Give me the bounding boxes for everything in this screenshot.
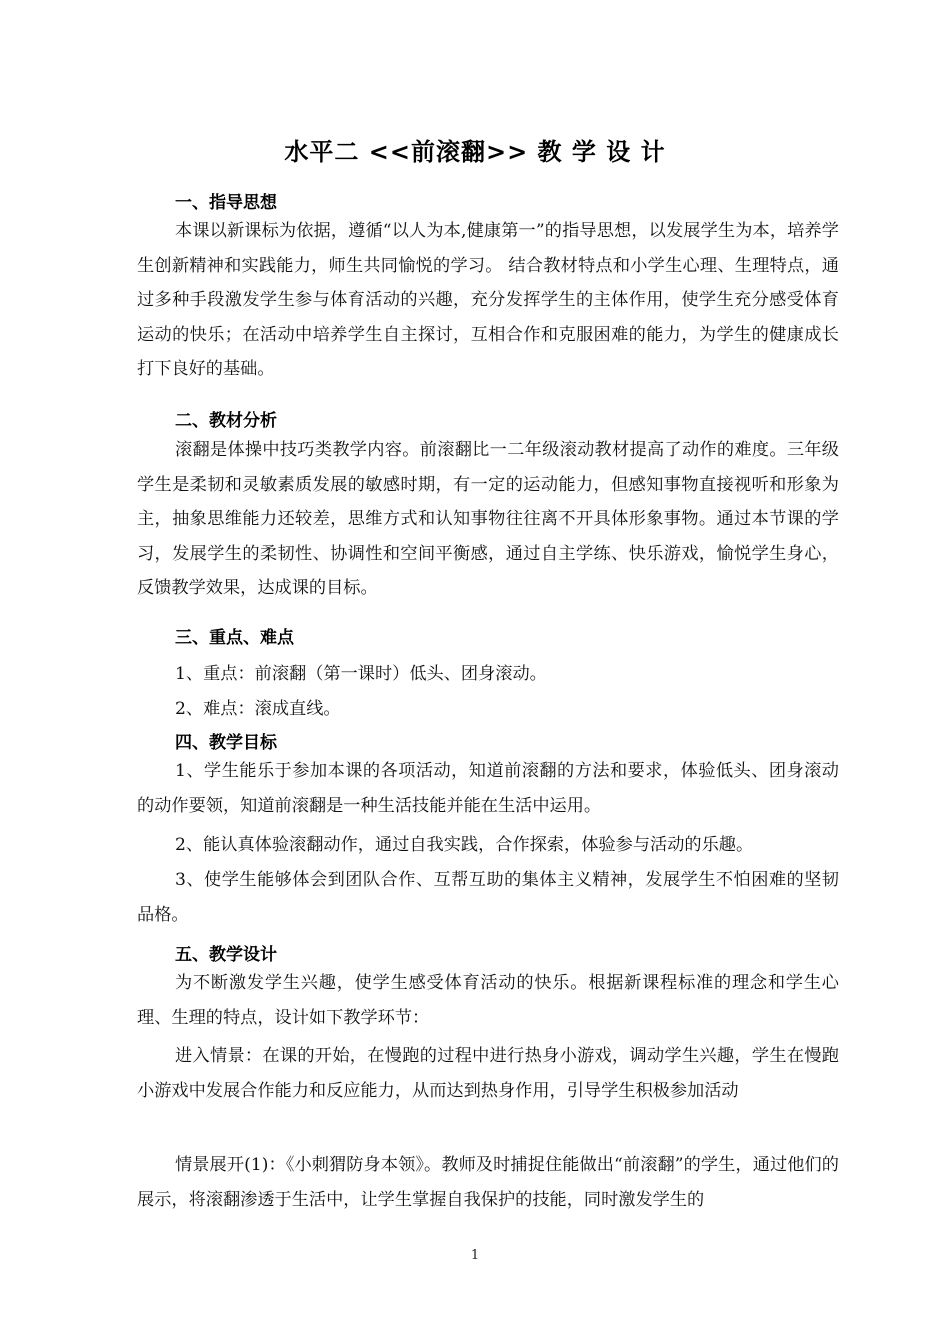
page-title: 水平二 <<前滚翻>> 教 学 设 计 [284,138,666,166]
difficulty-item: 2、难点：滚成直线。 [175,699,341,719]
teaching-design-enter-scene: 进入情景：在课的开始，在慢跑的过程中进行热身小游戏，调动学生兴趣，学生在慢跑小游戏中发展合作能力和反应能力，从而达到热身作用，引导学生积极参加活动 [137,1046,839,1101]
teaching-design-expand-scene: 情景展开(1)：《小刺猬防身本领》。教师及时捕捉住能做出“前滚翻”的学生，通过他们的展示，将滚翻渗透于生活中，让学生掌握自我保护的技能，同时激发学生的 [137,1155,839,1210]
page-number: 1 [470,1248,480,1263]
teaching-design-intro: 为不断激发学生兴趣，使学生感受体育活动的快乐。根据新课程标准的理念和学生心理、生理的特点，设计如下教学环节： [137,973,839,1028]
section-heading-teaching-goals: 四、教学目标 [175,733,277,753]
section-heading-material-analysis: 二、教材分析 [175,411,277,431]
section-heading-guiding-thought: 一、指导思想 [175,193,277,213]
paragraph-material-analysis: 滚翻是体操中技巧类教学内容。前滚翻比一二年级滚动教材提高了动作的难度。三年级学生是柔韧和灵敏素质发展的敏感时期，有一定的运动能力，但感知事物直接视听和形象为主，抽象思维能力还较差，思维方式和认知事物往往离不开具体形象事物。通过本节课的学习，发展学生的柔韧性、协调性和空间平衡感，通过自主学练、快乐游戏，愉悦学生身心，反馈教学效果，达成课的目标。 [137,440,839,598]
teaching-goal-2: 2、能认真体验滚翻动作，通过自我实践，合作探索，体验参与活动的乐趣。 [175,835,754,855]
section-heading-teaching-design: 五、教学设计 [175,945,277,965]
section-heading-key-points: 三、重点、难点 [175,628,294,648]
teaching-goal-3: 3、使学生能够体会到团队合作、互帮互助的集体主义精神，发展学生不怕困难的坚韧品格。 [137,870,839,925]
paragraph-guiding-thought: 本课以新课标为依据，遵循“以人为本,健康第一”的指导思想，以发展学生为本，培养学生创新精神和实践能力，师生共同愉悦的学习。 结合教材特点和小学生心理、生理特点，通过多种手段激发学生参与体育活动的兴趣，充分发挥学生的主体作用，使学生充分感受体育运动的快乐；在活动中培养学生自主探讨，互相合作和克服困难的能力，为学生的健康成长打下良好的基础。 [137,221,839,379]
key-point-item: 1、重点：前滚翻（第一课时）低头、团身滚动。 [175,664,547,684]
teaching-goal-1: 1、学生能乐于参加本课的各项活动，知道前滚翻的方法和要求，体验低头、团身滚动的动作要领，知道前滚翻是一种生活技能并能在生活中运用。 [137,761,839,816]
